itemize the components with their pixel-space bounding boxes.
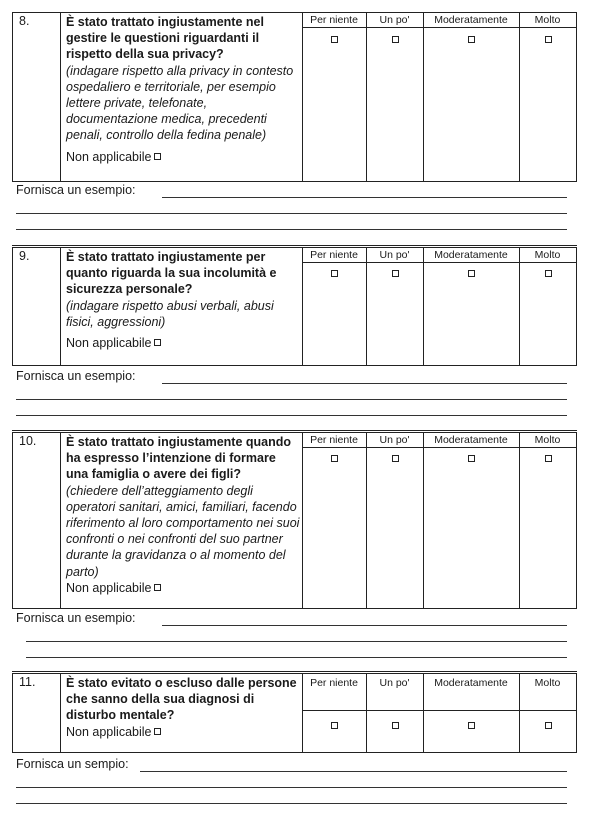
example-line[interactable] xyxy=(16,787,567,788)
column-header: Un po' xyxy=(366,248,423,263)
column-header: Moderatamente xyxy=(423,248,519,263)
example-line[interactable] xyxy=(26,657,567,658)
not-applicable-label: Non applicabile xyxy=(66,336,152,351)
question-number: 9. xyxy=(19,249,30,263)
not-applicable-option[interactable] xyxy=(66,335,301,351)
example-label: Fornisca un esempio: xyxy=(16,611,136,625)
answer-checkbox-molto[interactable] xyxy=(545,722,552,729)
question-number: 8. xyxy=(19,14,30,28)
example-line[interactable] xyxy=(140,771,567,772)
answer-checkbox-molto[interactable] xyxy=(545,36,552,43)
example-line[interactable] xyxy=(16,213,567,214)
example-line[interactable] xyxy=(16,229,567,230)
column-header: Moderatamente xyxy=(423,674,519,711)
question-text-cell xyxy=(60,433,303,608)
question-number-cell xyxy=(13,674,61,752)
question-text-cell xyxy=(60,248,303,365)
column-un-po xyxy=(366,13,424,181)
column-molto xyxy=(519,433,576,608)
column-header: Moderatamente xyxy=(423,433,519,448)
question-number-cell xyxy=(13,248,61,365)
column-header: Molto xyxy=(519,433,576,448)
question-11-table xyxy=(12,673,577,753)
question-number: 11. xyxy=(19,675,36,689)
column-header: Un po' xyxy=(366,674,423,711)
not-applicable-label: Non applicabile xyxy=(66,580,152,595)
column-per-niente xyxy=(302,248,367,365)
not-applicable-option[interactable] xyxy=(66,724,301,740)
question-8-table xyxy=(12,12,577,182)
not-applicable-option[interactable] xyxy=(66,149,301,165)
column-molto xyxy=(519,674,576,752)
column-un-po xyxy=(366,433,424,608)
example-area xyxy=(12,757,577,817)
column-header: Molto xyxy=(519,248,576,263)
not-applicable-label: Non applicabile xyxy=(66,724,152,739)
column-header: Per niente xyxy=(302,13,366,28)
question-number-cell xyxy=(13,13,61,181)
answer-checkbox-un-po[interactable] xyxy=(392,270,399,277)
not-applicable-checkbox[interactable] xyxy=(154,728,161,735)
not-applicable-option[interactable] xyxy=(66,580,301,596)
column-un-po xyxy=(366,674,424,752)
section-divider xyxy=(12,245,577,246)
answer-checkbox-un-po[interactable] xyxy=(392,36,399,43)
answer-checkbox-per-niente[interactable] xyxy=(331,36,338,43)
column-header: Molto xyxy=(519,13,576,28)
not-applicable-checkbox[interactable] xyxy=(154,339,161,346)
example-line[interactable] xyxy=(16,399,567,400)
answer-checkbox-moderatamente[interactable] xyxy=(468,36,475,43)
answer-checkbox-molto[interactable] xyxy=(545,270,552,277)
question-9-table xyxy=(12,247,577,366)
example-area xyxy=(12,183,577,243)
column-per-niente xyxy=(302,433,367,608)
example-line[interactable] xyxy=(162,625,567,626)
question-note: (indagare rispetto abusi verbali, abusi fisici, aggressioni) xyxy=(66,298,274,329)
column-header: Per niente xyxy=(302,433,366,448)
example-line[interactable] xyxy=(26,641,567,642)
example-label: Fornisca un sempio: xyxy=(16,757,129,771)
example-area xyxy=(12,369,577,429)
not-applicable-checkbox[interactable] xyxy=(154,584,161,591)
column-moderatamente xyxy=(423,13,520,181)
example-label: Fornisca un esempio: xyxy=(16,369,136,383)
example-area xyxy=(12,611,577,671)
question-note: (indagare rispetto alla privacy in contesto ospedaliero e territoriale, per esempio lettere private, telefonate, documentazione medica, precedenti penali, controllo della fedina penale) xyxy=(66,63,294,143)
not-applicable-checkbox[interactable] xyxy=(154,153,161,160)
answer-checkbox-per-niente[interactable] xyxy=(331,722,338,729)
column-header: Per niente xyxy=(302,248,366,263)
not-applicable-label: Non applicabile xyxy=(66,149,152,164)
answer-checkbox-molto[interactable] xyxy=(545,455,552,462)
question-number-cell xyxy=(13,433,61,608)
answer-checkbox-un-po[interactable] xyxy=(392,722,399,729)
question-title: È stato evitato o escluso dalle persone che sanno della sua diagnosi di disturbo mentale? xyxy=(66,676,297,723)
column-per-niente xyxy=(302,674,367,752)
answer-checkbox-moderatamente[interactable] xyxy=(468,270,475,277)
example-label: Fornisca un esempio: xyxy=(16,183,136,197)
answer-checkbox-un-po[interactable] xyxy=(392,455,399,462)
question-number: 10. xyxy=(19,434,37,448)
question-title: È stato trattato ingiustamente per quanto riguarda la sua incolumità e sicurezza personale? xyxy=(66,250,277,297)
column-moderatamente xyxy=(423,433,520,608)
question-10-table xyxy=(12,432,577,609)
column-header: Per niente xyxy=(302,674,366,711)
question-text-cell xyxy=(60,674,303,752)
section-divider xyxy=(12,430,577,431)
column-header: Molto xyxy=(519,674,576,711)
section-divider xyxy=(12,671,577,672)
example-line[interactable] xyxy=(162,197,567,198)
answer-checkbox-per-niente[interactable] xyxy=(331,455,338,462)
column-un-po xyxy=(366,248,424,365)
example-line[interactable] xyxy=(16,803,567,804)
column-header: Un po' xyxy=(366,433,423,448)
column-header: Moderatamente xyxy=(423,13,519,28)
example-line[interactable] xyxy=(162,383,567,384)
column-molto xyxy=(519,248,576,365)
question-title: È stato trattato ingiustamente nel gestire le questioni riguardanti il rispetto della sua privacy? xyxy=(66,15,264,62)
column-per-niente xyxy=(302,13,367,181)
column-moderatamente xyxy=(423,248,520,365)
example-line[interactable] xyxy=(16,415,567,416)
question-text-cell xyxy=(60,13,303,181)
question-title: È stato trattato ingiustamente quando ha espresso l’intenzione di formare una famiglia o avere dei figli? xyxy=(66,435,292,482)
question-note: (chiedere dell’atteggiamento degli operatori sanitari, amici, familiari, facendo riferimento al loro comportamento nei suoi confronti o nei confronti del suo partner durante la gravidanza o al momento del parto) xyxy=(66,483,300,579)
answer-checkbox-per-niente[interactable] xyxy=(331,270,338,277)
column-molto xyxy=(519,13,576,181)
column-moderatamente xyxy=(423,674,520,752)
answer-checkbox-moderatamente[interactable] xyxy=(468,455,475,462)
column-header: Un po' xyxy=(366,13,423,28)
answer-checkbox-moderatamente[interactable] xyxy=(468,722,475,729)
